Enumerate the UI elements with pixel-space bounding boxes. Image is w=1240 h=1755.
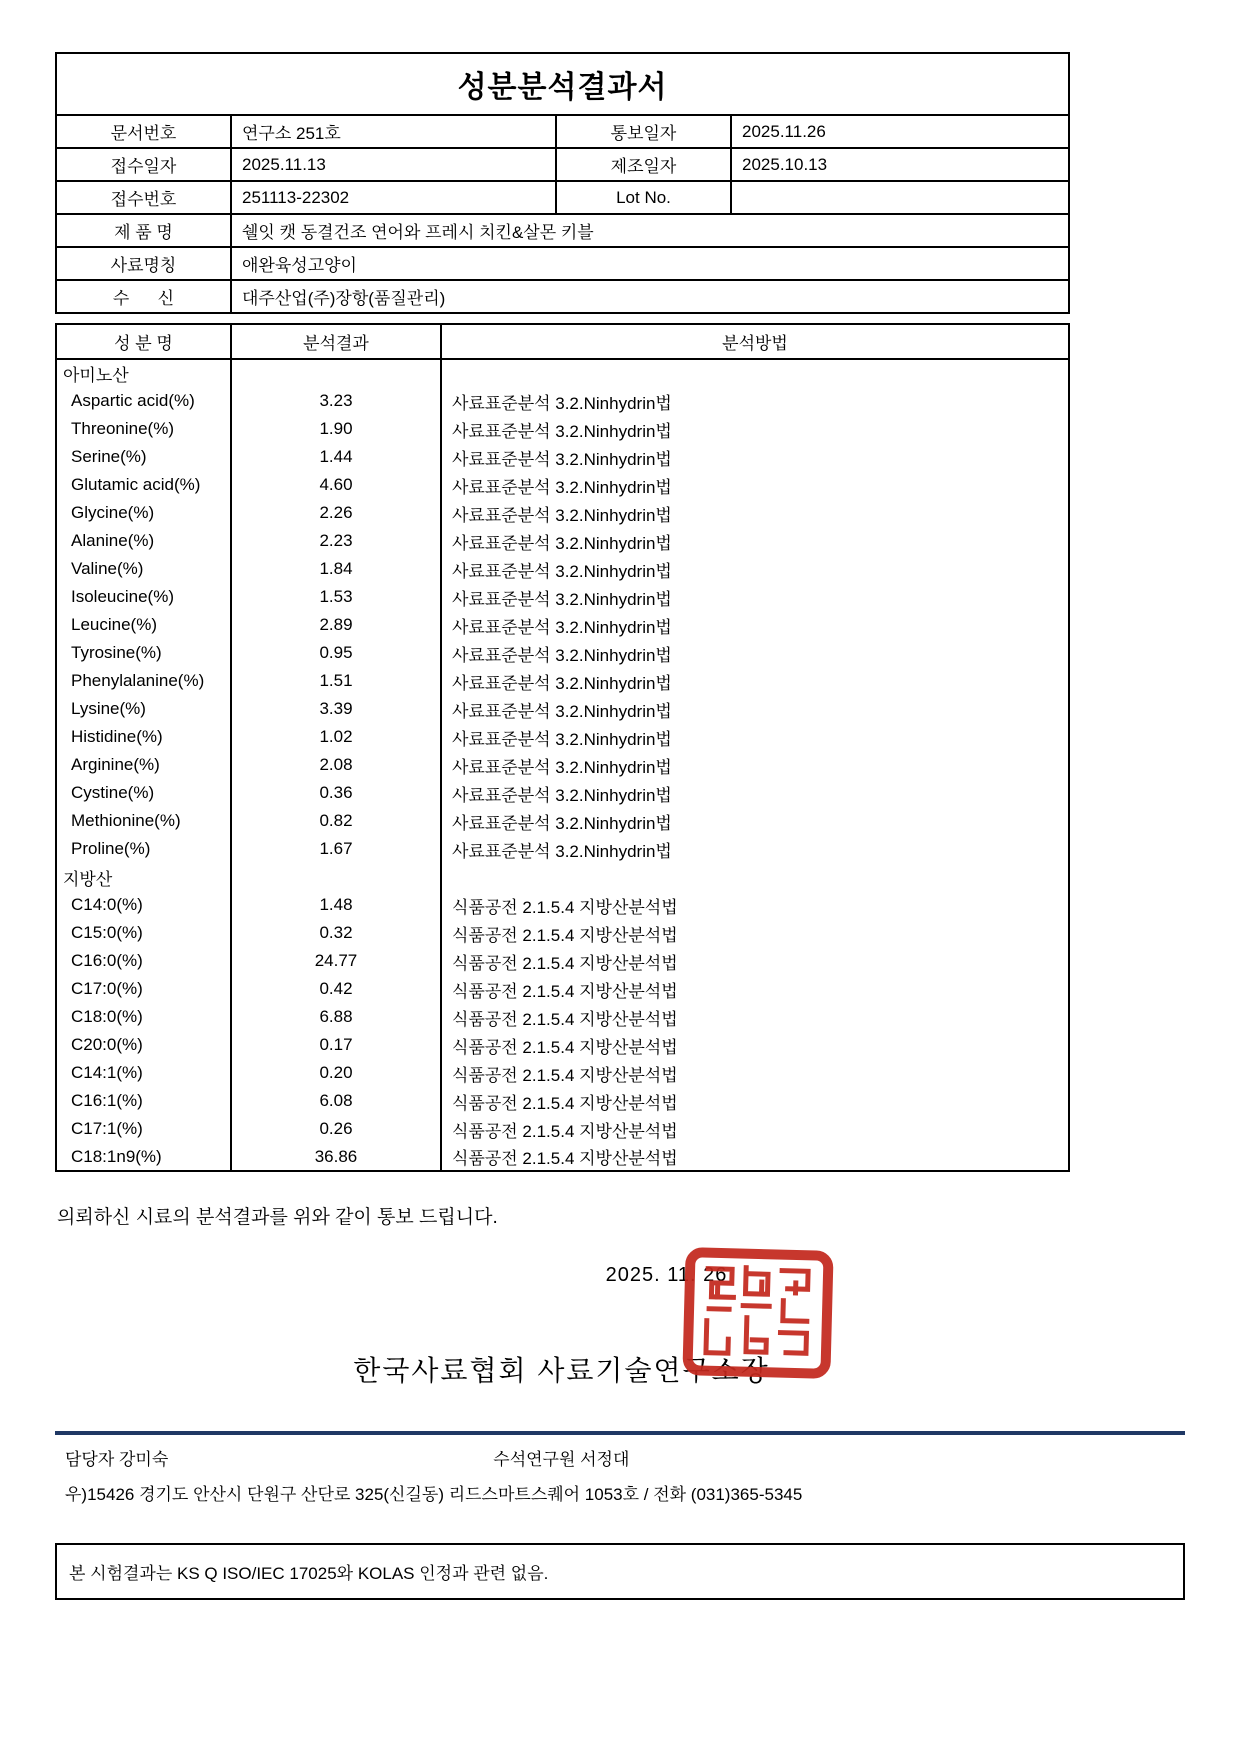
analysis-result: 0.26 [231, 1115, 441, 1143]
analysis-result: 1.48 [231, 891, 441, 919]
analysis-method: 식품공전 2.1.5.4 지방산분석법 [441, 1087, 1069, 1115]
analysis-row [56, 947, 1069, 975]
analysis-result: 1.84 [231, 555, 441, 583]
notify-date-value: 2025.11.26 [731, 115, 1069, 148]
section-row [56, 863, 1069, 891]
component-name: Alanine(%) [56, 527, 231, 555]
analysis-method: 사료표준분석 3.2.Ninhydrin법 [441, 387, 1069, 415]
analysis-row [56, 555, 1069, 583]
component-name: Glutamic acid(%) [56, 471, 231, 499]
info-row [56, 280, 1069, 313]
analysis-method: 식품공전 2.1.5.4 지방산분석법 [441, 947, 1069, 975]
analysis-row [56, 1143, 1069, 1171]
analysis-result: 1.53 [231, 583, 441, 611]
analysis-method: 사료표준분석 3.2.Ninhydrin법 [441, 723, 1069, 751]
analysis-row [56, 1031, 1069, 1059]
info-row [56, 115, 1069, 148]
analysis-result: 0.32 [231, 919, 441, 947]
component-name: C18:1n9(%) [56, 1143, 231, 1171]
analysis-method: 사료표준분석 3.2.Ninhydrin법 [441, 499, 1069, 527]
analysis-row [56, 695, 1069, 723]
chief-researcher: 수석연구원 서정대 [493, 1450, 630, 1469]
disclaimer-box [55, 1543, 1185, 1600]
empty-method-cell [441, 863, 1069, 891]
analysis-row [56, 891, 1069, 919]
signature-title: 한국사료협회 사료기술연구소장 [353, 1355, 770, 1386]
analysis-method: 식품공전 2.1.5.4 지방산분석법 [441, 891, 1069, 919]
feed-name-value: 애완육성고양이 [231, 247, 1069, 280]
notify-date-label: 통보일자 [556, 115, 731, 148]
analysis-result: 2.26 [231, 499, 441, 527]
analysis-row [56, 807, 1069, 835]
analysis-result: 0.36 [231, 779, 441, 807]
component-name: Arginine(%) [56, 751, 231, 779]
analysis-row [56, 639, 1069, 667]
header-table [55, 52, 1070, 314]
analysis-result: 0.17 [231, 1031, 441, 1059]
component-name: Lysine(%) [56, 695, 231, 723]
analysis-row [56, 975, 1069, 1003]
analysis-result: 2.23 [231, 527, 441, 555]
receipt-no-value: 251113-22302 [231, 181, 556, 214]
info-row [56, 181, 1069, 214]
analysis-method: 사료표준분석 3.2.Ninhydrin법 [441, 751, 1069, 779]
analysis-row [56, 415, 1069, 443]
analysis-result: 1.90 [231, 415, 441, 443]
product-name-label: 제 품 명 [56, 214, 231, 247]
analysis-row [56, 1059, 1069, 1087]
analysis-row [56, 1115, 1069, 1143]
component-name: C20:0(%) [56, 1031, 231, 1059]
address-line: 우)15426 경기도 안산시 단원구 산단로 325(신길동) 리드스마트스퀘어 1053호 / 전화 (031)365-5345 [65, 1485, 803, 1504]
analysis-result: 6.08 [231, 1087, 441, 1115]
section-name: 지방산 [56, 863, 231, 891]
analysis-table-body [56, 359, 1069, 1171]
receipt-no-label: 접수번호 [56, 181, 231, 214]
analysis-row [56, 443, 1069, 471]
recipient-label: 수 신 [56, 280, 231, 313]
analysis-header-row [56, 324, 1069, 359]
component-name: C14:1(%) [56, 1059, 231, 1087]
empty-result-cell [231, 863, 441, 891]
analysis-result: 0.82 [231, 807, 441, 835]
footer-divider [55, 1431, 1185, 1435]
analysis-result: 1.51 [231, 667, 441, 695]
component-name: C16:0(%) [56, 947, 231, 975]
analysis-row [56, 527, 1069, 555]
analysis-result: 0.42 [231, 975, 441, 1003]
component-name: Phenylalanine(%) [56, 667, 231, 695]
doc-number-value: 연구소 251호 [231, 115, 556, 148]
analysis-result: 2.89 [231, 611, 441, 639]
analysis-row [56, 611, 1069, 639]
analysis-row [56, 1003, 1069, 1031]
analysis-row [56, 919, 1069, 947]
analysis-result: 1.67 [231, 835, 441, 863]
component-name: C16:1(%) [56, 1087, 231, 1115]
analysis-method: 식품공전 2.1.5.4 지방산분석법 [441, 1003, 1069, 1031]
analysis-method: 식품공전 2.1.5.4 지방산분석법 [441, 1059, 1069, 1087]
analysis-row [56, 835, 1069, 863]
analysis-method: 사료표준분석 3.2.Ninhydrin법 [441, 443, 1069, 471]
info-row [56, 214, 1069, 247]
empty-result-cell [231, 359, 441, 387]
component-name: Proline(%) [56, 835, 231, 863]
analysis-result: 4.60 [231, 471, 441, 499]
disclaimer-text: 본 시험결과는 KS Q ISO/IEC 17025와 KOLAS 인정과 관련 없음. [69, 1564, 549, 1583]
section-name: 아미노산 [56, 359, 231, 387]
component-name: Glycine(%) [56, 499, 231, 527]
lot-no-value [731, 181, 1069, 214]
component-name: Histidine(%) [56, 723, 231, 751]
analysis-method: 사료표준분석 3.2.Ninhydrin법 [441, 527, 1069, 555]
feed-name-label: 사료명칭 [56, 247, 231, 280]
analysis-result: 1.02 [231, 723, 441, 751]
analysis-method: 사료표준분석 3.2.Ninhydrin법 [441, 807, 1069, 835]
lot-no-label: Lot No. [556, 181, 731, 214]
component-name: Aspartic acid(%) [56, 387, 231, 415]
analysis-method: 사료표준분석 3.2.Ninhydrin법 [441, 611, 1069, 639]
component-name: Valine(%) [56, 555, 231, 583]
component-name: C17:1(%) [56, 1115, 231, 1143]
section-row [56, 359, 1069, 387]
analysis-method: 사료표준분석 3.2.Ninhydrin법 [441, 835, 1069, 863]
method-column-header: 분석방법 [441, 324, 1069, 359]
component-name: Serine(%) [56, 443, 231, 471]
analysis-method: 사료표준분석 3.2.Ninhydrin법 [441, 779, 1069, 807]
analysis-row [56, 499, 1069, 527]
analysis-result: 36.86 [231, 1143, 441, 1171]
result-column-header: 분석결과 [231, 324, 441, 359]
component-name: Methionine(%) [56, 807, 231, 835]
analysis-method: 사료표준분석 3.2.Ninhydrin법 [441, 695, 1069, 723]
info-row [56, 247, 1069, 280]
mfg-date-label: 제조일자 [556, 148, 731, 181]
analysis-method: 식품공전 2.1.5.4 지방산분석법 [441, 1031, 1069, 1059]
analysis-method: 사료표준분석 3.2.Ninhydrin법 [441, 415, 1069, 443]
analysis-row [56, 583, 1069, 611]
title-row [56, 53, 1069, 115]
receipt-date-label: 접수일자 [56, 148, 231, 181]
mfg-date-value: 2025.10.13 [731, 148, 1069, 181]
contact-row [55, 1445, 1185, 1470]
analysis-row [56, 779, 1069, 807]
analysis-method: 식품공전 2.1.5.4 지방산분석법 [441, 975, 1069, 1003]
analysis-row [56, 387, 1069, 415]
product-name-value: 쉘잇 캣 동결건조 연어와 프레시 치킨&살몬 키블 [231, 214, 1069, 247]
contact-person: 담당자 강미숙 [65, 1450, 169, 1469]
analysis-result: 0.20 [231, 1059, 441, 1087]
analysis-row [56, 1087, 1069, 1115]
analysis-method: 사료표준분석 3.2.Ninhydrin법 [441, 667, 1069, 695]
document-title: 성분분석결과서 [56, 53, 1069, 115]
info-row [56, 148, 1069, 181]
component-name: C18:0(%) [56, 1003, 231, 1031]
component-name: C15:0(%) [56, 919, 231, 947]
component-name: C14:0(%) [56, 891, 231, 919]
empty-method-cell [441, 359, 1069, 387]
analysis-row [56, 471, 1069, 499]
component-name: Cystine(%) [56, 779, 231, 807]
component-name: Leucine(%) [56, 611, 231, 639]
receipt-date-value: 2025.11.13 [231, 148, 556, 181]
analysis-method: 사료표준분석 3.2.Ninhydrin법 [441, 583, 1069, 611]
doc-number-label: 문서번호 [56, 115, 231, 148]
analysis-result: 0.95 [231, 639, 441, 667]
analysis-method: 사료표준분석 3.2.Ninhydrin법 [441, 555, 1069, 583]
component-name: Tyrosine(%) [56, 639, 231, 667]
analysis-row [56, 751, 1069, 779]
analysis-row [56, 723, 1069, 751]
analysis-result: 3.23 [231, 387, 441, 415]
analysis-row [56, 667, 1069, 695]
component-column-header: 성 분 명 [56, 324, 231, 359]
analysis-method: 식품공전 2.1.5.4 지방산분석법 [441, 1115, 1069, 1143]
analysis-method: 식품공전 2.1.5.4 지방산분석법 [441, 1143, 1069, 1171]
component-name: Threonine(%) [56, 415, 231, 443]
analysis-result: 2.08 [231, 751, 441, 779]
notice-text: 의뢰하신 시료의 분석결과를 위와 같이 통보 드립니다. [57, 1207, 498, 1228]
analysis-result: 1.44 [231, 443, 441, 471]
analysis-method: 식품공전 2.1.5.4 지방산분석법 [441, 919, 1069, 947]
component-name: Isoleucine(%) [56, 583, 231, 611]
analysis-method: 사료표준분석 3.2.Ninhydrin법 [441, 639, 1069, 667]
analysis-method: 사료표준분석 3.2.Ninhydrin법 [441, 471, 1069, 499]
recipient-value: 대주산업(주)장항(품질관리) [231, 280, 1069, 313]
analysis-result: 3.39 [231, 695, 441, 723]
report-date: 2025. 11. 26 [605, 1264, 728, 1286]
analysis-table [55, 323, 1070, 1172]
component-name: C17:0(%) [56, 975, 231, 1003]
analysis-result: 24.77 [231, 947, 441, 975]
analysis-result: 6.88 [231, 1003, 441, 1031]
